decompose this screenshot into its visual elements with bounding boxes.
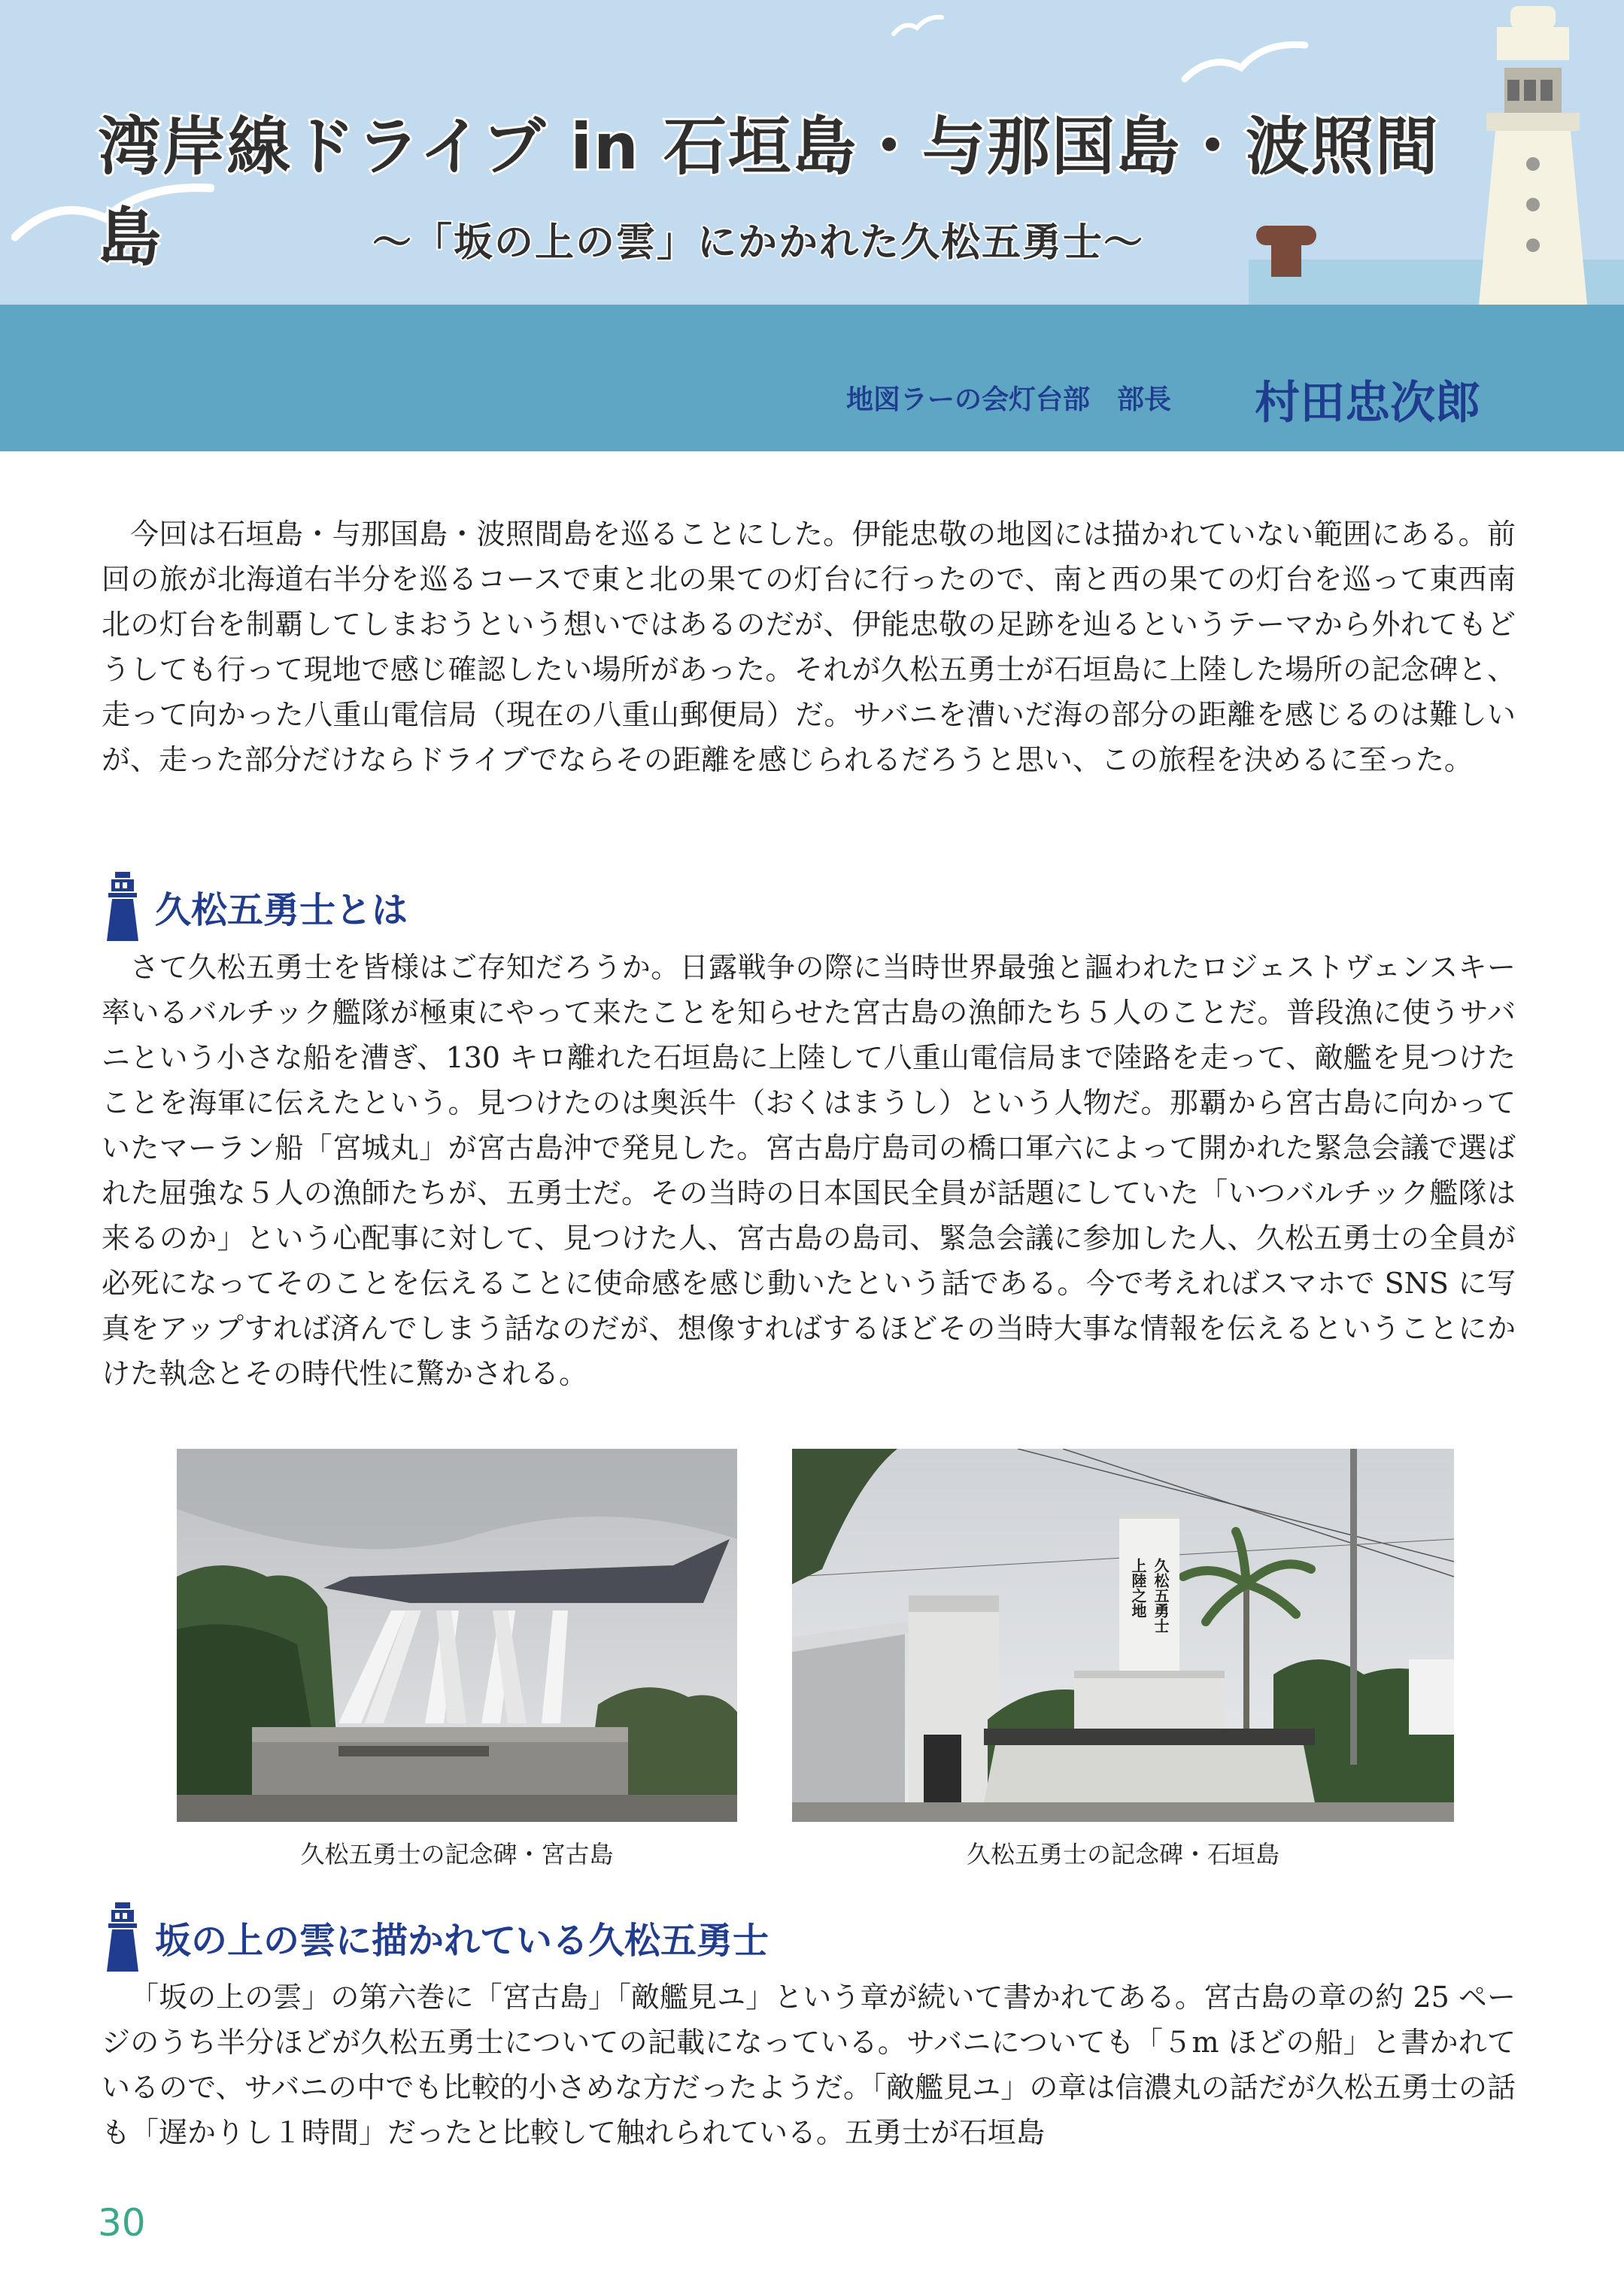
author-affiliation: 地図ラーの会灯台部 部長 <box>846 384 1172 415</box>
seagull-icon <box>1181 30 1309 90</box>
section-heading-text: 久松五勇士とは <box>155 888 408 931</box>
lighthouse-icon <box>105 1902 140 1972</box>
photo-caption-2: 久松五勇士の記念碑・石垣島 <box>966 1840 1279 1869</box>
header-banner <box>0 0 1624 451</box>
lighthouse-icon <box>1459 0 1610 305</box>
svg-text:上陸之地: 上陸之地 <box>1129 1558 1147 1618</box>
photo-miyakojima-monument <box>177 1449 737 1822</box>
page-subtitle: ～「坂の上の雲」にかかれた久松五勇士～ <box>372 220 1145 266</box>
section2-paragraph: 「坂の上の雲」の第六巻に「宮古島」「敵艦見ユ」という章が続いて書かれてある。宮古島の章の約 25 ページのうち半分ほどが久松五勇士についての記載になっている。サバニについても「５m ほどの船」と書かれているので、サバニの中でも比較的小さめな方だったようだ。「敵艦見ユ」の章は信濃丸の話だが久松五勇士の話も「遅かりし１時間」だったと比較して触れられている。五勇士が石垣島 <box>102 1981 1516 2149</box>
author-name: 村田忠次郎 <box>1255 377 1480 430</box>
intro-paragraph: 今回は石垣島・与那国島・波照間島を巡ることにした。伊能忠敬の地図には描かれていない範囲にある。前回の旅が北海道右半分を巡るコースで東と北の果ての灯台に行ったので、南と西の果ての灯台を巡って東西南北の灯台を制覇してしまおうという想いではあるのだが、伊能忠敬の足跡を辿るというテーマから外れてもどうしても行って現地で感じ確認したい場所があった。それが久松五勇士が石垣島に上陸した場所の記念碑と、走って向かった八重山電信局（現在の八重山郵便局）だ。サバニを漕いだ海の部分の距離を感じるのは難しいが、走った部分だけならドライブでならその距離を感じられるだろうと思い、この旅程を決めるに至った。 <box>102 518 1516 776</box>
photo-caption-1: 久松五勇士の記念碑・宮古島 <box>300 1840 614 1869</box>
section1-paragraph: さて久松五勇士を皆様はご存知だろうか。日露戦争の際に当時世界最強と謳われたロジェストヴェンスキー率いるバルチック艦隊が極東にやって来たことを知らせた宮古島の漁師たち５人のことだ。普段漁に使うサバニという小さな船を漕ぎ、130 キロ離れた石垣島に上陸して八重山電信局まで陸路を走って、敵艦を見つけたことを海軍に伝えたという。見つけたのは奥浜牛（おくはまうし）という人物だ。那覇から宮古島に向かっていたマーラン船「宮城丸」が宮古島沖で発見した。宮古島庁島司の橋口軍六によって開かれた緊急会議で選ばれた屈強な５人の漁師たちが、五勇士だ。その当時の日本国民全員が話題にしていた「いつバルチック艦隊は来るのか」という心配事に対して、見つけた人、宮古島の島司、緊急会議に参加した人、久松五勇士の全員が必死になってそのことを伝えることに使命感を感じ動いたという話である。今で考えればスマホで SNS に写真をアップすれば済んでしまう話なのだが、想像すればするほどその当時大事な情報を伝えるということにかけた執念とその時代性に驚かされる。 <box>102 951 1516 1390</box>
section-heading-text: 坂の上の雲に描かれている久松五勇士 <box>155 1919 770 1962</box>
lighthouse-icon <box>105 872 140 941</box>
seagull-icon <box>891 11 944 41</box>
photo-ishigakijima-monument <box>792 1449 1454 1822</box>
svg-text:久松五勇士: 久松五勇士 <box>1152 1558 1170 1633</box>
page-number: 30 <box>98 2201 146 2245</box>
section-heading-1 <box>105 869 408 944</box>
page-title: 湾岸線ドライブ in 石垣島・与那国島・波照間島 <box>98 110 1440 275</box>
section-heading-2 <box>105 1899 769 1975</box>
